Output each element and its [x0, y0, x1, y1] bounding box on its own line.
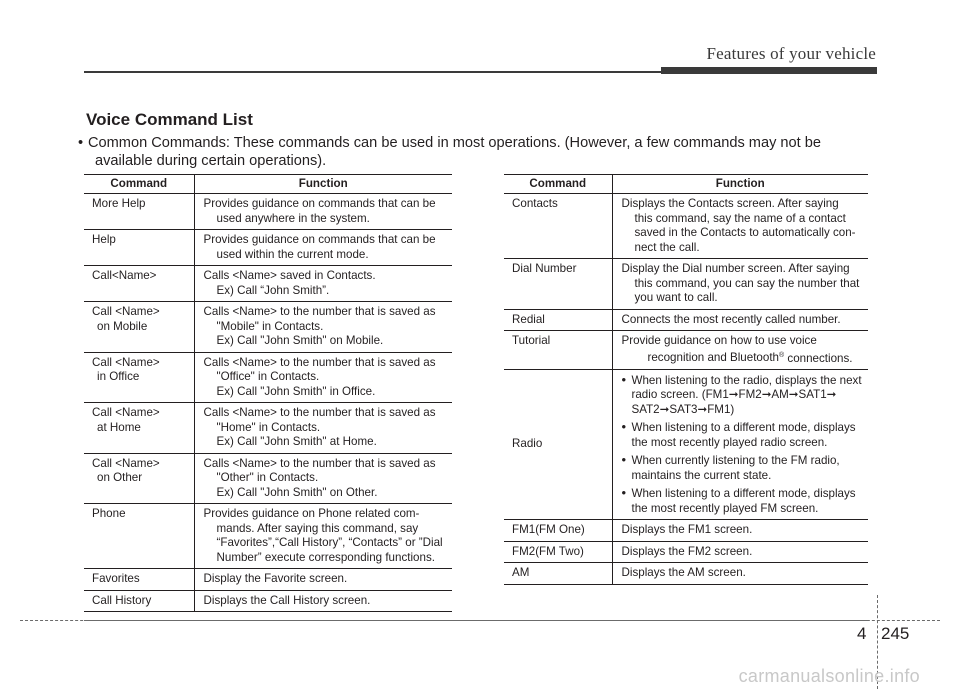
- function-line: Provides guidance on commands that can be: [203, 233, 436, 246]
- function-line: “Favorites”,“Call History”, “Contacts” or ”Dial: [216, 536, 443, 549]
- command-text: Contacts: [512, 197, 558, 210]
- function-cell: [194, 453, 452, 504]
- command-text: Call <Name>: [92, 305, 160, 318]
- function-text: [622, 373, 867, 517]
- function-line: this command, you can say the number that: [634, 276, 860, 290]
- command-text: Call <Name>: [92, 456, 160, 470]
- function-cell: [194, 403, 452, 454]
- left-table-body: [84, 194, 452, 612]
- function-cell: [612, 369, 868, 520]
- function-line: "Mobile" in Contacts.: [216, 319, 324, 333]
- table-row: [504, 563, 868, 585]
- table-row: [84, 504, 452, 569]
- command-cell: [84, 302, 194, 353]
- table-row: [504, 541, 868, 563]
- command-cell: [504, 369, 612, 520]
- function-line: used within the current mode.: [216, 247, 369, 261]
- command-cell: [84, 230, 194, 266]
- function-line: Ex) Call "John Smith" in Office.: [216, 384, 376, 398]
- command-cell: [504, 309, 612, 331]
- function-text: [204, 406, 451, 450]
- function-cell: [194, 266, 452, 302]
- function-line: Calls <Name> to the number that is saved as: [203, 456, 436, 470]
- function-text: [622, 566, 867, 581]
- function-line: Calls <Name> saved in Contacts.: [203, 269, 376, 282]
- function-text: [204, 233, 451, 262]
- table-header-row: [84, 175, 452, 194]
- function-cell: [612, 541, 868, 563]
- function-line: Provide guidance on how to use voice: [621, 334, 817, 347]
- function-text: [622, 334, 867, 366]
- function-text: [622, 262, 867, 306]
- left-command-table: [84, 174, 452, 612]
- bullet-item: [622, 453, 867, 483]
- column-header-command: Command: [504, 175, 612, 194]
- function-text: [204, 197, 451, 226]
- table-row: [504, 194, 868, 259]
- bullet-icon: •: [621, 452, 627, 468]
- table-row: [504, 259, 868, 310]
- function-text: [204, 457, 451, 501]
- function-line: saved in the Contacts to automatically con-: [634, 226, 856, 239]
- footer-rule: [84, 620, 868, 621]
- command-text-suffix: in Office: [97, 370, 140, 383]
- function-line: Calls <Name> to the number that is saved as: [203, 355, 436, 369]
- command-text: Favorites: [92, 572, 140, 585]
- function-text: [204, 356, 451, 400]
- command-cell: [504, 259, 612, 310]
- table-row: [84, 230, 452, 266]
- bullet-icon: •: [621, 485, 627, 501]
- function-cell: [194, 230, 452, 266]
- command-text-suffix: on Mobile: [97, 319, 148, 333]
- command-text: Dial Number: [512, 262, 577, 275]
- command-cell: [84, 453, 194, 504]
- command-cell: [84, 504, 194, 569]
- function-cell: [194, 590, 452, 612]
- bullet-icon: •: [621, 419, 627, 435]
- bullet-line: When currently listening to the FM radio,: [631, 454, 840, 468]
- function-cell: [194, 352, 452, 403]
- function-line: Provides guidance on Phone related com-: [203, 507, 420, 520]
- command-cell: [504, 541, 612, 563]
- bullet-line: SAT2➞SAT3➞FM1): [631, 402, 735, 416]
- function-cell: [194, 569, 452, 591]
- watermark: carmanualsonline.info: [738, 666, 920, 686]
- function-line: Displays the Call History screen.: [203, 593, 371, 607]
- header-title: Features of your vehicle: [706, 44, 876, 63]
- function-line: Calls <Name> to the number that is saved as: [203, 305, 436, 318]
- function-line: Provides guidance on commands that can be: [203, 197, 436, 210]
- function-cell: [612, 520, 868, 542]
- command-text: Tutorial: [512, 334, 551, 347]
- bullet-icon: •: [621, 371, 627, 387]
- function-text: [622, 197, 867, 255]
- command-text: Help: [92, 233, 116, 246]
- function-cell: [194, 302, 452, 353]
- function-line: Displays the Contacts screen. After saying: [621, 197, 839, 210]
- function-text: [204, 572, 451, 587]
- function-line: Display the Dial number screen. After saying: [621, 262, 850, 275]
- page-number: 245: [881, 624, 910, 643]
- table-row: [84, 266, 452, 302]
- command-cell: [84, 266, 194, 302]
- bullet-line: the most recently played FM screen.: [631, 501, 819, 515]
- function-line: used anywhere in the system.: [216, 211, 370, 225]
- function-line: Number” execute corresponding functions.: [216, 550, 435, 564]
- table-row: [84, 403, 452, 454]
- function-line: nect the call.: [634, 240, 700, 254]
- function-line: connections.: [787, 351, 853, 365]
- table-row: [84, 352, 452, 403]
- column-header-command: Command: [84, 175, 194, 194]
- function-line-group: [622, 349, 867, 366]
- function-line: Ex) Call "John Smith" on Mobile.: [216, 334, 384, 347]
- command-text: Call <Name>: [92, 355, 160, 369]
- function-line: Displays the FM1 screen.: [621, 523, 753, 537]
- table-row: [84, 194, 452, 230]
- command-cell: [504, 563, 612, 585]
- right-table-body: [504, 194, 868, 585]
- command-text: Radio: [512, 437, 543, 451]
- function-line: "Other" in Contacts.: [216, 471, 319, 484]
- function-text: [622, 545, 867, 560]
- table-row: [84, 590, 452, 612]
- table-row: [504, 309, 868, 331]
- function-line: Connects the most recently called number.: [621, 312, 841, 326]
- command-text-suffix: on Other: [97, 471, 143, 484]
- bullet-line: When listening to a different mode, displays: [631, 421, 856, 435]
- table-row: [504, 520, 868, 542]
- command-cell: [84, 403, 194, 454]
- function-text: [204, 507, 451, 565]
- bullet-icon: •: [78, 135, 84, 151]
- function-line: Display the Favorite screen.: [203, 572, 348, 585]
- command-text: FM1(FM One): [512, 523, 585, 537]
- table-row: [504, 331, 868, 370]
- table-row: [504, 369, 868, 520]
- function-text: [622, 313, 867, 328]
- function-text: [204, 594, 451, 609]
- bullet-line: radio screen. (FM1➞FM2➞AM➞SAT1➞: [631, 388, 837, 402]
- column-header-function: Function: [612, 175, 868, 194]
- function-cell: [612, 563, 868, 585]
- bullet-item: [622, 486, 867, 516]
- header-rule-accent: [661, 67, 877, 74]
- function-text: [204, 269, 451, 298]
- command-cell: [84, 352, 194, 403]
- command-text: FM2(FM Two): [512, 544, 584, 558]
- bullet-line: When listening to the radio, displays the next: [631, 373, 862, 387]
- column-header-function: Function: [194, 175, 452, 194]
- function-cell: [612, 194, 868, 259]
- bullet-line: the most recently played radio screen.: [631, 435, 828, 449]
- chapter-number: 4: [857, 624, 867, 643]
- command-text: Phone: [92, 507, 126, 520]
- function-text: [622, 523, 867, 538]
- command-text: AM: [512, 566, 530, 580]
- command-cell: [84, 590, 194, 612]
- bullet-line: maintains the current state.: [631, 468, 772, 482]
- function-cell: [194, 504, 452, 569]
- command-text: Call History: [92, 593, 152, 607]
- function-cell: [612, 309, 868, 331]
- command-text-suffix: at Home: [97, 420, 141, 434]
- header-rule: [84, 71, 661, 73]
- function-cell: [194, 194, 452, 230]
- bullet-item: [622, 420, 867, 450]
- right-command-table: [504, 174, 868, 585]
- bullet-item: [622, 373, 867, 418]
- command-cell: [84, 569, 194, 591]
- command-text: Call<Name>: [92, 269, 157, 282]
- table-row: [84, 569, 452, 591]
- function-line: "Office" in Contacts.: [216, 370, 320, 383]
- function-line: Ex) Call “John Smith”.: [216, 283, 330, 297]
- command-text: Call <Name>: [92, 406, 160, 419]
- intro-line-2: available during certain operations).: [95, 153, 327, 169]
- function-cell: [612, 259, 868, 310]
- table-row: [84, 453, 452, 504]
- command-text: Redial: [512, 312, 545, 326]
- function-text: [204, 305, 451, 349]
- command-cell: [84, 194, 194, 230]
- function-line: you want to call.: [634, 291, 718, 304]
- intro-line-1: Common Commands: These commands can be used in most operations. (However, a few commands may not be: [88, 135, 821, 151]
- function-line: Calls <Name> to the number that is saved as: [203, 406, 436, 419]
- table-row: [84, 302, 452, 353]
- table-header-row: [504, 175, 868, 194]
- function-line: Displays the FM2 screen.: [621, 544, 753, 558]
- bullet-line: When listening to a different mode, displays: [631, 487, 856, 501]
- function-line: this command, say the name of a contact: [634, 211, 846, 225]
- command-cell: [504, 331, 612, 370]
- registered-mark: ®: [779, 351, 785, 359]
- function-line: Displays the AM screen.: [621, 566, 746, 580]
- function-cell: [612, 331, 868, 370]
- function-line: recognition and Bluetooth: [647, 351, 779, 365]
- function-line: Ex) Call "John Smith" on Other.: [216, 485, 378, 499]
- function-line: "Home" in Contacts.: [216, 420, 321, 434]
- command-cell: [504, 520, 612, 542]
- intro-paragraph: [78, 134, 878, 170]
- function-line: Ex) Call "John Smith" at Home.: [216, 435, 377, 448]
- section-title: Voice Command List: [86, 110, 253, 129]
- function-line: mands. After saying this command, say: [216, 521, 419, 535]
- command-text: More Help: [92, 197, 146, 210]
- command-cell: [504, 194, 612, 259]
